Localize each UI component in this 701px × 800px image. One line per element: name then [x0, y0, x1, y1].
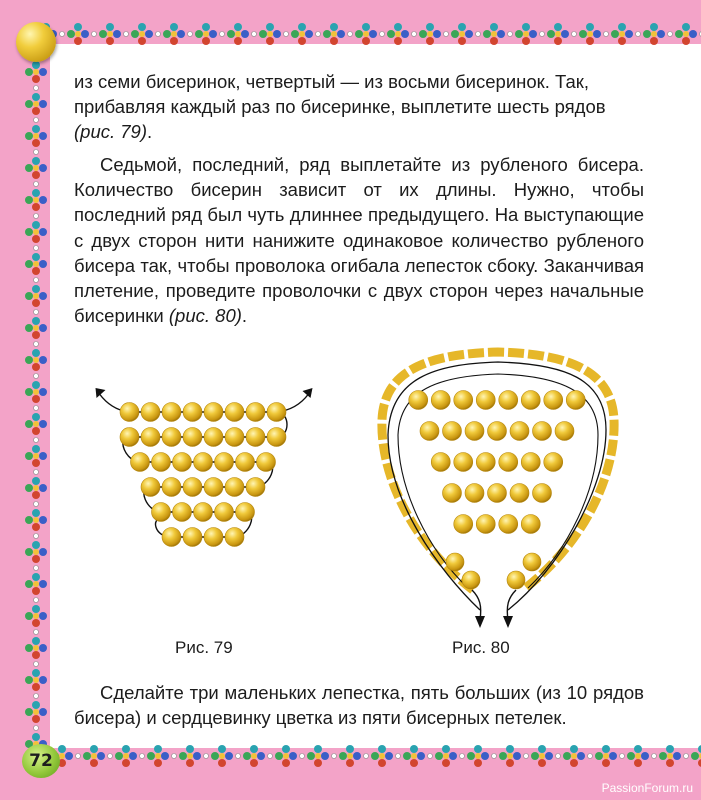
bead-dot-icon [682, 744, 690, 768]
bead [499, 515, 518, 534]
bead-dot-icon [24, 244, 48, 252]
wire-line [398, 374, 598, 588]
bead-dot-icon [410, 22, 418, 46]
paragraph-3-text: Сделайте три маленьких лепестка, пять больших (из 10 рядов бисера) и сердцевинку цветка из пяти бисерных петелек. [74, 682, 644, 729]
paragraph-1 [74, 69, 644, 145]
arrow-down-icon [503, 616, 513, 628]
bead-flower-icon [450, 22, 474, 46]
bead [533, 484, 552, 503]
bead-flower-icon [24, 444, 48, 468]
bead-dot-icon [24, 84, 48, 92]
bead-flower-icon [24, 508, 48, 532]
bead [533, 422, 552, 441]
bead-flower-icon [210, 744, 234, 768]
bead-flower-icon [578, 22, 602, 46]
bead-dot-icon [24, 628, 48, 636]
bead-dot-icon [634, 22, 642, 46]
bead-dot-icon [282, 22, 290, 46]
bead-dot-icon [24, 692, 48, 700]
bead-dot-icon [602, 22, 610, 46]
bead-dot-icon [154, 22, 162, 46]
bead [204, 428, 223, 447]
bead [236, 453, 255, 472]
bead-dot-icon [666, 22, 674, 46]
bead-dot-icon [202, 744, 210, 768]
bead [131, 453, 150, 472]
bead [194, 503, 213, 522]
bead-dot-icon [24, 148, 48, 156]
bead-flower-icon [24, 252, 48, 276]
bead [443, 422, 462, 441]
figure-80-ref: (рис. 80) [168, 305, 242, 327]
bead [204, 403, 223, 422]
bead-dot-icon [24, 116, 48, 124]
bead-flower-icon [658, 744, 682, 768]
bead-dot-icon [24, 468, 48, 476]
bead-flower-icon [24, 476, 48, 500]
bead-flower-icon [24, 316, 48, 340]
bead [510, 484, 529, 503]
bead [225, 403, 244, 422]
bead-dot-icon [234, 744, 242, 768]
bead [462, 571, 480, 589]
bead-flower-icon [610, 22, 634, 46]
bead-flower-icon [162, 22, 186, 46]
bead-dot-icon [618, 744, 626, 768]
bead [215, 453, 234, 472]
bead-flower-icon [24, 60, 48, 84]
bead-flower-icon [24, 348, 48, 372]
bead-flower-icon [514, 22, 538, 46]
bead-flower-icon [178, 744, 202, 768]
bead-flower-icon [626, 744, 650, 768]
bead-flower-icon [194, 22, 218, 46]
bead-flower-icon [290, 22, 314, 46]
bead-dot-icon [522, 744, 530, 768]
bead-flower-icon [114, 744, 138, 768]
paragraph-1-end: . [147, 121, 153, 143]
bead [183, 528, 202, 547]
arrow-down-icon [475, 616, 485, 628]
bead-dot-icon [346, 22, 354, 46]
bead [183, 428, 202, 447]
bead [152, 453, 171, 472]
bead-dot-icon [586, 744, 594, 768]
page-number: 72 [22, 744, 60, 778]
bead [476, 391, 495, 410]
bead [409, 391, 428, 410]
bead-flower-icon [274, 744, 298, 768]
bead-flower-icon [24, 380, 48, 404]
bead [523, 553, 541, 571]
bead-flower-icon [146, 744, 170, 768]
paragraph-2-end: . [241, 305, 248, 327]
bead-dot-icon [250, 22, 258, 46]
bead [141, 478, 160, 497]
bead-flower-icon [130, 22, 154, 46]
bead [446, 553, 464, 571]
bead [431, 391, 450, 410]
bead [488, 484, 507, 503]
bead [499, 453, 518, 472]
bead [215, 503, 234, 522]
bead-dot-icon [314, 22, 322, 46]
bugle-beads [382, 352, 614, 590]
bead [521, 453, 540, 472]
bead-dot-icon [24, 340, 48, 348]
bead [246, 403, 265, 422]
bead-dot-icon [442, 22, 450, 46]
bead [521, 515, 540, 534]
bead [225, 478, 244, 497]
bead [141, 403, 160, 422]
bead [173, 453, 192, 472]
bead-dot-icon [74, 744, 82, 768]
bead-flower-icon [338, 744, 362, 768]
paragraph-2-text: Седьмой, последний, ряд выплетайте из рубленого бисера. Количество бисерин зависит от их длины. Нужно, чтобы последний ряд был чуть длиннее предыдущего. На выступающие с двух сторон нити нанижите одинаковое количество рубленого бисера так, чтобы проволока огибала лепесток сбоку. Заканчивая плетение, проведите проволочки с двух сторон через начальные бисеринки [74, 154, 644, 327]
bead-flower-icon [82, 744, 106, 768]
bead [204, 478, 223, 497]
bottom-bead-border [50, 744, 701, 768]
bead-flower-icon [322, 22, 346, 46]
bead [544, 391, 563, 410]
bead [225, 528, 244, 547]
bead [465, 422, 484, 441]
bead-flower-icon [24, 540, 48, 564]
bead [521, 391, 540, 410]
bead [476, 453, 495, 472]
bead-flower-icon [594, 744, 618, 768]
figure-79-ref: (рис. 79) [74, 121, 148, 143]
bead-flower-icon [434, 744, 458, 768]
top-bead-border [34, 22, 701, 46]
bead-dot-icon [106, 744, 114, 768]
bead-dot-icon [266, 744, 274, 768]
bead [246, 428, 265, 447]
bead-flower-icon [354, 22, 378, 46]
bead-flower-icon [306, 744, 330, 768]
bead-dot-icon [570, 22, 578, 46]
bead-dot-icon [24, 180, 48, 188]
bead [141, 428, 160, 447]
bead [183, 478, 202, 497]
bead-dot-icon [554, 744, 562, 768]
bead-flower-icon [466, 744, 490, 768]
bead [257, 453, 276, 472]
bead [204, 528, 223, 547]
bead-flower-icon [530, 744, 554, 768]
bead-flower-icon [24, 156, 48, 180]
bead-dot-icon [490, 744, 498, 768]
bead [162, 403, 181, 422]
bead [431, 453, 450, 472]
paragraph-3 [74, 680, 644, 730]
bead-flower-icon [690, 744, 701, 768]
bead-dot-icon [330, 744, 338, 768]
bead-dot-icon [58, 22, 66, 46]
bead-dot-icon [24, 404, 48, 412]
bead [454, 453, 473, 472]
bead [544, 453, 563, 472]
bead [488, 422, 507, 441]
bead [120, 403, 139, 422]
bead [236, 503, 255, 522]
bead-flower-icon [66, 22, 90, 46]
bead-dot-icon [170, 744, 178, 768]
bead-flower-icon [24, 124, 48, 148]
bead-dot-icon [138, 744, 146, 768]
bead-dot-icon [24, 372, 48, 380]
arrow-icon [96, 388, 106, 398]
bead-flower-icon [386, 22, 410, 46]
bead-flower-icon [98, 22, 122, 46]
bead-dot-icon [24, 596, 48, 604]
bead [443, 484, 462, 503]
bead-dot-icon [426, 744, 434, 768]
bead [476, 515, 495, 534]
bead [454, 515, 473, 534]
bead-flower-icon [24, 636, 48, 660]
bead-dot-icon [122, 22, 130, 46]
paragraph-1-line-1: из семи бисеринок, четвертый — из восьми бисеринок. Так, [74, 71, 590, 92]
bead-flower-icon [24, 284, 48, 308]
bead [173, 503, 192, 522]
bead-dot-icon [90, 22, 98, 46]
gold-bead-corner [16, 22, 56, 62]
bead-flower-icon [546, 22, 570, 46]
paragraph-1-line-2: прибавляя каждый раз по бисеринке, выплетите шесть рядов [74, 96, 606, 118]
bead [507, 571, 525, 589]
bead-dot-icon [24, 212, 48, 220]
bead-dot-icon [24, 660, 48, 668]
bead-dot-icon [650, 744, 658, 768]
bead [267, 403, 286, 422]
bead-flower-icon [24, 700, 48, 724]
bead [162, 428, 181, 447]
bead-dot-icon [474, 22, 482, 46]
bead [555, 422, 574, 441]
bead-dot-icon [538, 22, 546, 46]
bead-flower-icon [242, 744, 266, 768]
bead-dot-icon [186, 22, 194, 46]
bead-flower-icon [482, 22, 506, 46]
bead [510, 422, 529, 441]
bead-flower-icon [258, 22, 282, 46]
bead-flower-icon [402, 744, 426, 768]
bead-dot-icon [218, 22, 226, 46]
bead [499, 391, 518, 410]
bead-dot-icon [24, 436, 48, 444]
bead-dot-icon [24, 276, 48, 284]
bead-flower-icon [418, 22, 442, 46]
bead [454, 391, 473, 410]
bead [465, 484, 484, 503]
bead-flower-icon [226, 22, 250, 46]
figure-79-caption: Рис. 79 [175, 638, 233, 657]
bead-flower-icon [674, 22, 698, 46]
figure-80-caption: Рис. 80 [452, 638, 510, 657]
bead-dot-icon [298, 744, 306, 768]
bead-flower-icon [562, 744, 586, 768]
bead-dot-icon [24, 500, 48, 508]
bead-dot-icon [24, 724, 48, 732]
bead-flower-icon [498, 744, 522, 768]
bead [152, 503, 171, 522]
bead-dot-icon [458, 744, 466, 768]
watermark: PassionForum.ru [601, 781, 693, 795]
bead-dot-icon [24, 532, 48, 540]
bead [162, 478, 181, 497]
bead [183, 403, 202, 422]
bead-flower-icon [24, 412, 48, 436]
bead-flower-icon [24, 604, 48, 628]
bead [162, 528, 181, 547]
figure-80 [368, 340, 630, 630]
bead-flower-icon [370, 744, 394, 768]
figure-79 [78, 380, 328, 590]
bead [246, 478, 265, 497]
bead-dot-icon [378, 22, 386, 46]
bead-dot-icon [24, 308, 48, 316]
bead-flower-icon [24, 92, 48, 116]
bead-flower-icon [24, 668, 48, 692]
bead-flower-icon [24, 188, 48, 212]
bead-dot-icon [24, 564, 48, 572]
bead [120, 428, 139, 447]
bead [267, 428, 286, 447]
bead-flower-icon [24, 572, 48, 596]
bead-dot-icon [394, 744, 402, 768]
paragraph-2 [74, 152, 644, 328]
bead-dot-icon [506, 22, 514, 46]
bead [566, 391, 585, 410]
arrow-icon [303, 388, 313, 398]
bead-flower-icon [24, 220, 48, 244]
bead-flower-icon [642, 22, 666, 46]
left-bead-border [24, 60, 48, 750]
wire-line [472, 590, 481, 620]
bead-dot-icon [362, 744, 370, 768]
bead [225, 428, 244, 447]
bead [194, 453, 213, 472]
bead [420, 422, 439, 441]
